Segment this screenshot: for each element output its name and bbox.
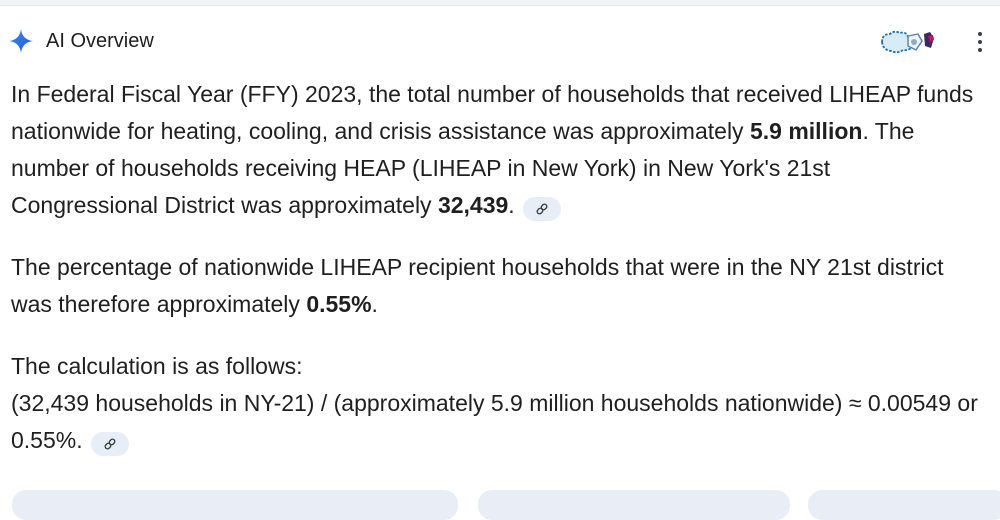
paragraph-percentage	[11, 249, 981, 323]
source-card[interactable]	[478, 490, 790, 520]
more-dot-icon	[978, 48, 982, 52]
bold-figure: 32,439	[437, 192, 509, 218]
text-segment: .	[371, 291, 378, 317]
bold-figure: 0.55%	[306, 291, 372, 317]
source-link-chip[interactable]	[91, 432, 129, 456]
calculation-formula: (32,439 households in NY-21) / (approximately 5.9 million households nationwide) ≈ 0.00549 or 0.55%.	[11, 390, 978, 453]
ai-overview-content	[11, 76, 981, 459]
source-link-chip[interactable]	[523, 197, 561, 221]
source-card[interactable]	[808, 490, 1000, 520]
header-title: AI Overview	[46, 29, 154, 52]
text-segment: . The number of households receiving HEAP (LIHEAP in New York) in New York's 21st Congressional District was approximately	[11, 118, 915, 218]
link-icon	[535, 202, 549, 216]
ai-overview-header	[8, 26, 154, 56]
more-dot-icon	[978, 32, 982, 36]
text-segment: .	[508, 192, 515, 218]
top-divider	[0, 0, 1000, 6]
paragraph-totals	[11, 76, 981, 224]
more-options-button[interactable]	[972, 28, 988, 56]
text-segment: The percentage of nationwide LIHEAP recipient households that were in the NY 21st district was therefore approximately	[11, 254, 944, 317]
source-card[interactable]	[12, 490, 458, 520]
sparkle-icon	[8, 28, 34, 54]
more-dot-icon	[978, 40, 982, 44]
bold-figure: 5.9 million	[749, 118, 863, 144]
link-icon	[103, 437, 117, 451]
calculation-heading: The calculation is as follows:	[11, 353, 303, 379]
text-segment: In Federal Fiscal Year (FFY) 2023, the total number of households that received LIHEAP funds nationwide for heating, cooling, and crisis assistance was approximately	[11, 81, 974, 144]
paragraph-calculation	[11, 348, 981, 459]
map-illustration-icon	[878, 28, 942, 56]
